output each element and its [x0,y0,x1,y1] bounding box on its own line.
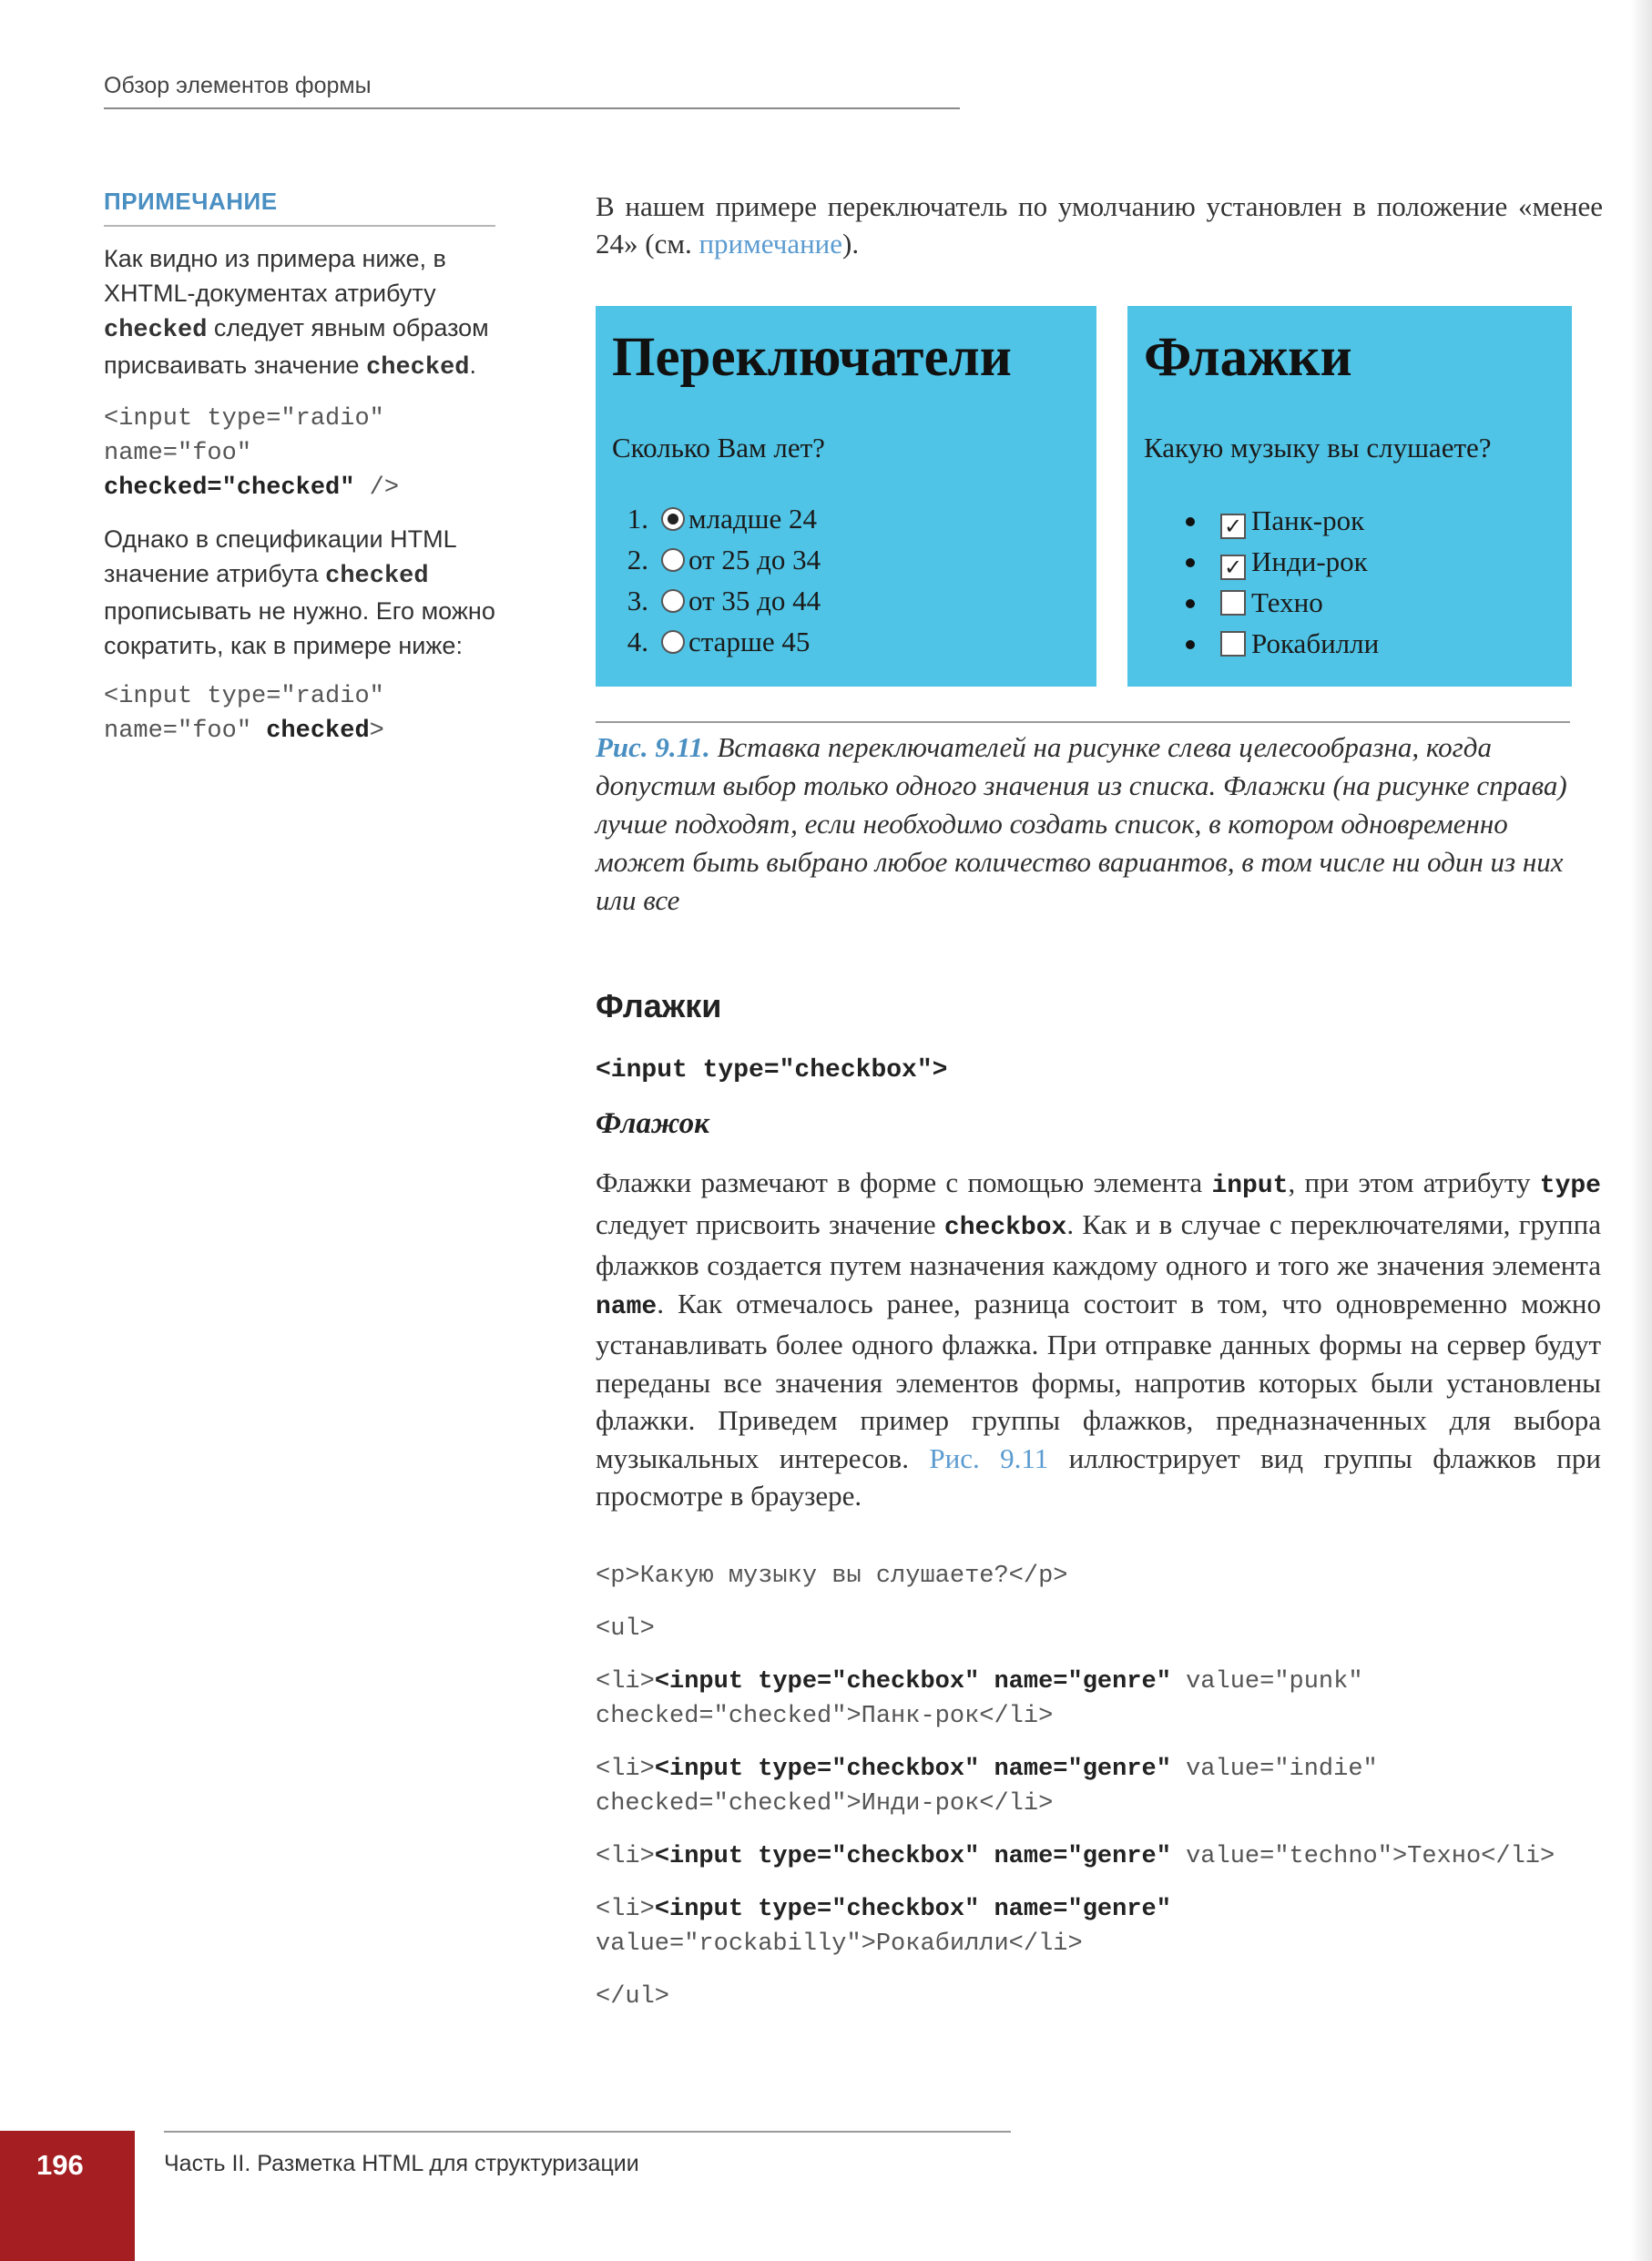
main-column [596,188,1603,262]
code-line [596,1839,1603,1874]
intro-text: ). [842,228,860,260]
checkbox-empty-icon[interactable] [1220,631,1246,657]
radio-option[interactable] [608,581,821,621]
radio-empty-icon[interactable] [661,630,685,654]
paragraph-text [596,1164,1601,1515]
option-label: Рокабилли [1251,627,1380,659]
code-text: value="indie" checked="checked">Инди-рок</li> [596,1756,1392,1818]
checkbox-checked-icon[interactable]: ✓ [1220,555,1246,580]
radio-panel-title: Переключатели [612,327,1012,388]
figure-9-11 [596,306,1572,688]
figure-caption [596,728,1570,920]
code-line [596,1665,1603,1734]
note-paragraph-1 [104,241,541,385]
option-number: 4. [627,626,648,657]
code-text: <input type="radio" name="foo" [104,405,400,467]
note-text: Однако в спецификации HTML значение атрибута [104,525,456,587]
header-rule [104,107,960,109]
page-edge-shadow [1630,0,1652,2261]
note-code-2 [104,679,541,749]
code-line [596,1892,1603,1961]
running-header: Обзор элементов формы [104,73,372,98]
option-label: старше 45 [688,626,811,657]
code-example [596,1559,1603,2032]
code-text: value="rockabilly">Рокабилли</li> [596,1896,1187,1958]
code-line [596,1752,1603,1821]
note-code-1 [104,402,541,505]
checkbox-panel-title: Флажки [1144,327,1352,388]
inline-code: checkbox [943,1213,1067,1242]
code-text: /> [354,474,400,502]
text: . Как и в случае с переключателями, группа флажков создается путем назначения каждому одного и того же значения элемента [596,1207,1601,1281]
section-heading: Флажки [596,987,722,1024]
note-inline-code: checked [366,354,470,382]
radio-empty-icon[interactable] [661,589,685,613]
radio-option[interactable] [608,622,810,662]
checkbox-option[interactable] [1186,583,1323,623]
element-code: <input type="checkbox"> [596,1056,948,1085]
checkbox-option[interactable] [1186,624,1379,664]
code-text: value="techno">Техно</li> [1170,1843,1555,1870]
option-number: 2. [627,544,648,575]
inline-code: input [1211,1172,1289,1200]
radio-empty-icon[interactable] [661,548,685,572]
text: иллюстрирует вид группы флажков при просмотре в браузере. [596,1441,1601,1512]
figure-link[interactable]: Рис. 9.11 [929,1441,1049,1474]
text: . Как отмечалось ранее, разница состоит в том, что одновременно можно устанавливать более одного флажка. При отправке данных формы на сервер будут переданы все значения элементов формы, напротив которых были установлены флажки. Приведем пример группы флажков, предназначенных для выбора музыкальных интересов. [596,1287,1601,1474]
note-text: Как видно из примера ниже, в XHTML-документах атрибуту [104,245,446,307]
option-number: 3. [627,585,648,616]
element-name: Флажок [596,1107,709,1140]
code-text: <input type="radio" name="foo" [104,683,400,745]
note-title: ПРИМЕЧАНИЕ [104,188,278,215]
footer-rule [164,2131,1011,2133]
radio-option[interactable] [608,499,817,539]
code-text: value="punk" checked="checked">Панк-рок</li> [596,1668,1378,1730]
radio-panel [596,306,1096,687]
bullet-icon [1186,517,1195,526]
checkbox-panel-question: Какую музыку вы слушаете? [1144,432,1492,463]
caption-text: Вставка переключателей на рисунке слева целесообразна, когда допустим выбор только одного значения из списка. Флажки (на рисунке справа) лучше подходят, если необходимо создать список, в котором одновременно может быть выбрано любое количество вариантов, в том числе ни один из них или все [596,731,1567,916]
figure-number: Рис. 9.11. [596,731,710,763]
code-bold: <input type="checkbox" name="genre" [654,1843,1171,1870]
checkbox-panel [1127,306,1572,687]
code-text: > [369,718,384,745]
option-label: Инди-рок [1251,545,1368,577]
code-text: <li> [596,1896,655,1923]
option-label: от 35 до 44 [688,585,821,616]
code-line: <ul> [596,1615,655,1643]
text: Флажки размечают в форме с помощью элемента [596,1166,1212,1198]
page-number: 196 [36,2149,84,2181]
text: следует присвоить значение [596,1207,944,1240]
option-label: Техно [1251,586,1323,618]
figure-rule [596,721,1570,723]
footer-text: Часть II. Разметка HTML для структуризации [164,2151,639,2176]
checkbox-option[interactable] [1186,542,1368,582]
code-bold: <input type="checkbox" name="genre" [654,1896,1171,1923]
code-text: <li> [596,1756,655,1783]
note-text: прописывать не нужно. Его можно сократить, как в примере ниже: [104,597,495,659]
code-line: </ul> [596,1983,670,2011]
code-line: <p>Какую музыку вы слушаете?</p> [596,1563,1068,1590]
body-paragraph [596,1164,1601,1515]
inline-code: type [1539,1172,1601,1200]
option-label: Панк-рок [1251,504,1365,536]
bullet-icon [1186,599,1195,608]
intro-text: В нашем примере переключатель по умолчанию установлен в положение «менее 24» (см. [596,190,1603,260]
code-text: <li> [596,1668,655,1696]
option-number: 1. [627,503,648,535]
code-bold: <input type="checkbox" name="genre" [654,1668,1171,1696]
checkbox-option[interactable] [1186,501,1364,541]
code-bold: <input type="checkbox" name="genre" [654,1756,1171,1783]
sidebar-note [104,188,541,765]
code-bold: checked="checked" [104,474,355,502]
option-label: младше 24 [688,503,817,535]
radio-panel-question: Сколько Вам лет? [612,432,825,463]
text: , при этом атрибуту [1288,1166,1540,1198]
code-bold: checked [266,718,370,745]
bullet-icon [1186,558,1195,567]
code-text: <li> [596,1843,655,1870]
bullet-icon [1186,640,1195,649]
note-rule [104,225,495,227]
note-paragraph-2 [104,522,541,663]
checkbox-empty-icon[interactable] [1220,590,1246,616]
note-text: . [469,351,476,379]
radio-selected-icon[interactable] [661,507,685,531]
note-link[interactable]: примечание [699,228,843,260]
inline-code: name [596,1292,658,1321]
intro-paragraph [596,188,1603,262]
option-label: от 25 до 34 [688,544,821,575]
checkbox-checked-icon[interactable]: ✓ [1220,514,1246,539]
note-inline-code: checked [104,317,208,344]
note-inline-code: checked [325,563,429,590]
radio-option[interactable] [608,540,821,580]
note-text: следует явным образом присваивать значение [104,314,489,379]
